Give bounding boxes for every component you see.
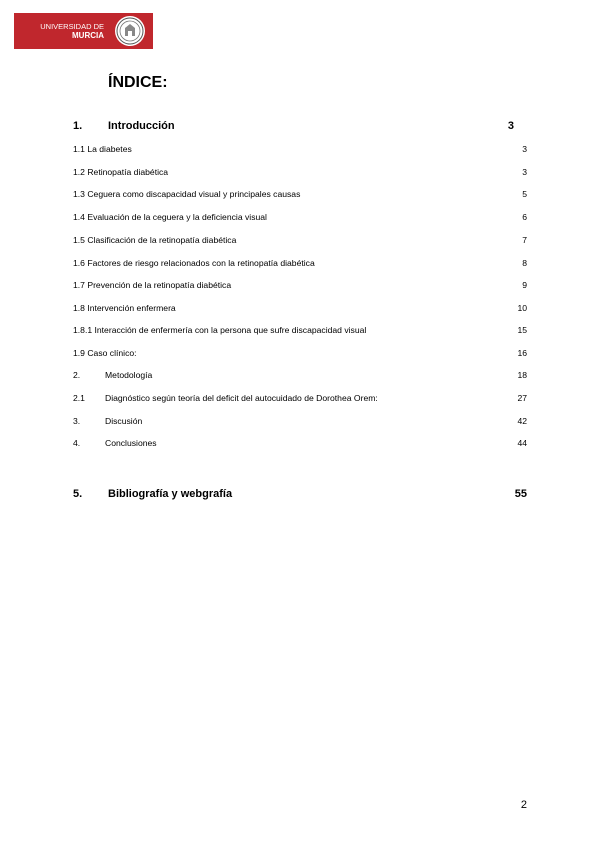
toc-entry-page: 3	[522, 144, 527, 154]
toc-entry-number: 2.	[73, 370, 81, 380]
toc-entry-label: 1.6 Factores de riesgo relacionados con la retinopatía diabética	[73, 258, 315, 268]
toc-entry-label: 1.8.1 Interacción de enfermería con la persona que sufre discapacidad visual	[73, 325, 367, 335]
toc-entry-page: 18	[517, 370, 527, 380]
toc-entry-page: 27	[517, 393, 527, 403]
toc-entry-page: 3	[507, 120, 514, 132]
toc-entry-page: 42	[517, 416, 527, 426]
toc-entry-label: Diagnóstico según teoría del deficit del autocuidado de Dorothea Orem:	[105, 393, 378, 403]
toc-entry-number: 5.	[73, 488, 83, 500]
toc-entry-number: 1.	[73, 120, 83, 132]
toc-entry-number: 2.1	[73, 393, 85, 403]
logo-line2: MURCIA	[72, 31, 104, 40]
toc-entry-label: Bibliografía y webgrafía	[108, 488, 233, 500]
page-number: 2	[520, 799, 527, 811]
toc-entry-page: 55	[514, 488, 527, 500]
toc-entry-page: 44	[517, 438, 527, 448]
logo-text	[14, 22, 112, 40]
logo-line1: UNIVERSIDAD DE	[40, 22, 104, 31]
toc-entry-label: Metodología	[105, 370, 153, 380]
toc-entry-label: Discusión	[105, 416, 143, 426]
toc-entry-page: 10	[517, 303, 527, 313]
page-title: ÍNDICE:	[108, 74, 168, 91]
toc-entry-page: 3	[522, 167, 527, 177]
toc-entry-label: 1.5 Clasificación de la retinopatía diabética	[73, 235, 237, 245]
toc-entry-label: Conclusiones	[105, 438, 157, 448]
toc-entry-page: 15	[517, 325, 527, 335]
toc-entry-number: 4.	[73, 438, 81, 448]
toc-entry-label: 1.2 Retinopatía diabética	[73, 167, 169, 177]
toc-entry-page: 9	[522, 280, 527, 290]
toc-entry-label: Introducción	[108, 120, 175, 132]
toc-entry-label: 1.9 Caso clínico:	[73, 348, 137, 358]
toc-entry-label: 1.4 Evaluación de la ceguera y la deficiencia visual	[73, 212, 267, 222]
toc-entry-number: 3.	[73, 416, 81, 426]
toc-entry-page: 7	[522, 235, 527, 245]
university-logo	[14, 13, 153, 49]
toc-entry-label: 1.7 Prevención de la retinopatía diabética	[73, 280, 232, 290]
toc-entry-label: 1.8 Intervención enfermera	[73, 303, 176, 313]
toc-entry-page: 8	[522, 258, 527, 268]
toc-entry-page: 5	[522, 189, 527, 199]
toc-entry-label: 1.1 La diabetes	[73, 144, 132, 154]
toc-entry-page: 16	[517, 348, 527, 358]
university-seal-icon	[115, 16, 145, 46]
toc-entry-label: 1.3 Ceguera como discapacidad visual y principales causas	[73, 189, 301, 199]
toc-entry-page: 6	[522, 212, 527, 222]
